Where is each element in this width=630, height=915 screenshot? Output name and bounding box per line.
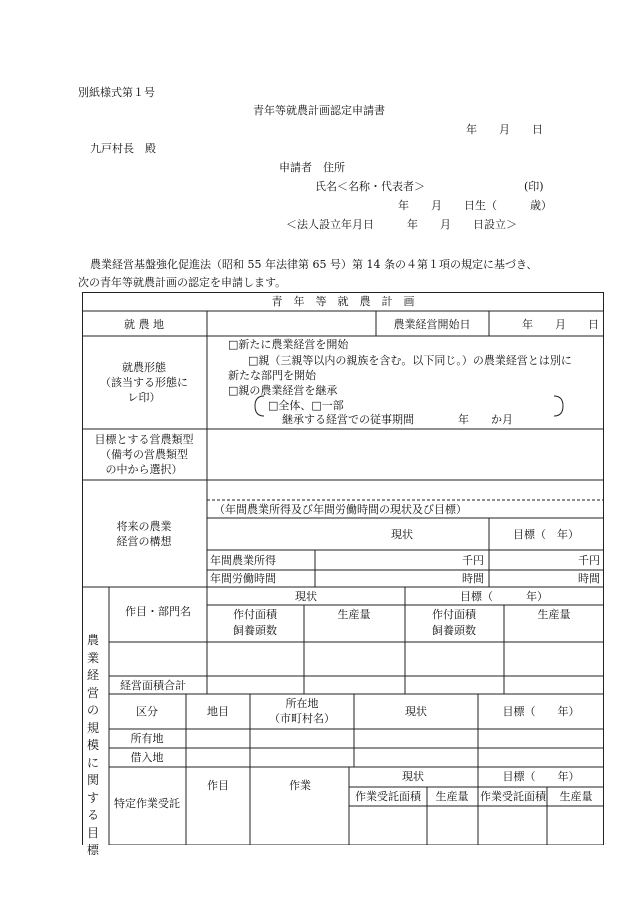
current-label: 現状 [391,528,413,541]
corporation-founded: ＜法人設立年月日 年 月 日設立＞ [286,218,517,231]
hours-unit-current: 時間 [462,572,484,585]
target-type-3: の中から選択） [105,463,183,476]
leased-land-label: 借入地 [130,751,164,764]
income-label: 年間農業所得 [210,554,276,567]
option-new-start[interactable]: □新たに農業経営を開始 [228,338,349,351]
vision-label-2: 経営の構想 [116,535,172,548]
income-caption: （年間農業所得及び年間労働時間の現状及び目標） [214,503,467,516]
crop2-label: 作目 [207,779,229,792]
option-inherit-scope[interactable]: □全体、□一部 [268,399,344,412]
option-parent-separate-2: 新たな部門を開始 [228,369,316,382]
document-title: 青年等就農計画認定申請書 [253,104,385,117]
form-label-3: レ印） [127,391,161,404]
form-label-1: 就農形態 [122,361,166,374]
target-crop-header: 目標（ 年） [460,590,548,603]
applicant-name: 氏名＜名称・代表者＞ [315,180,425,193]
birth-date: 年 月 日生（ 歳） [398,199,552,212]
hours-label: 年間労働時間 [210,572,276,585]
form-number: 別紙様式第１号 [78,86,155,99]
target-contract-header: 目標（ 年） [502,770,580,783]
current-contract-header: 現状 [402,770,424,783]
scale-vertical-label: 農 業 経 営 の 規 模 に 関 す る 目 標 [86,633,99,857]
location-label-2: （市町村名） [269,712,335,725]
addressee: 九戸村長 殿 [90,142,156,155]
area-current-2: 飼養頭数 [233,624,277,637]
form-label-2: （該当する形態に [100,376,188,389]
contract-area-target: 作業受託面積 [480,790,546,803]
location-label-1: 所在地 [285,697,319,710]
date-line: 年 月 日 [466,123,543,136]
crop-label: 作目・部門名 [125,605,191,618]
target-year-label: 目標（ 年） [513,528,579,541]
target-type-2: （備考の営農類型 [100,448,188,461]
area-current-1: 作付面積 [233,608,277,621]
total-area-label: 経営面積合計 [120,679,186,692]
intro-line-1: 農業経営基盤強化促進法（昭和 55 年法律第 65 号）第 14 条の４第１項の規定に基づき、 [90,258,538,271]
target-land-header: 目標（ 年） [502,705,580,718]
production-contract-current: 生産量 [435,790,469,803]
start-date-value: 年 月 日 [522,318,599,331]
production-contract-target: 生産量 [559,790,593,803]
intro-line-2: 次の青年等就農計画の認定を申請します。 [78,276,287,289]
production-current: 生産量 [337,608,371,621]
current-crop-header: 現状 [295,590,317,603]
contract-area-current: 作業受託面積 [355,790,421,803]
inherit-period: 継承する経営での従事期間 年 か月 [282,413,513,426]
work-label: 作業 [289,779,311,792]
area-target-1: 作付面積 [432,608,476,621]
income-unit-target: 千円 [578,554,600,567]
farm-location-label: 就 農 地 [124,318,164,331]
owned-land-label: 所有地 [130,732,164,745]
hours-unit-target: 時間 [578,572,600,585]
area-target-2: 飼養頭数 [432,624,476,637]
seal-mark: (印) [524,180,544,193]
option-parent-separate[interactable]: □親（三親等以内の親族を含む。以下同じ。）の農業経営とは別に [248,354,572,367]
production-target: 生産量 [537,608,571,621]
class-label: 区分 [136,705,158,718]
contract-label: 特定作業受託 [114,797,180,810]
start-date-label: 農業経営開始日 [393,318,471,331]
target-type-1: 目標とする営農類型 [94,433,194,446]
income-unit-current: 千円 [462,554,484,567]
vision-label-1: 将来の農業 [116,520,172,533]
table-heading: 青 年 等 就 農 計 画 [271,295,415,308]
option-inherit[interactable]: □親の農業経営を継承 [228,384,338,397]
land-type-label: 地目 [207,705,229,718]
current-land-header: 現状 [405,705,427,718]
farming-plan-table [82,292,604,857]
applicant-address: 申請者 住所 [279,161,345,174]
